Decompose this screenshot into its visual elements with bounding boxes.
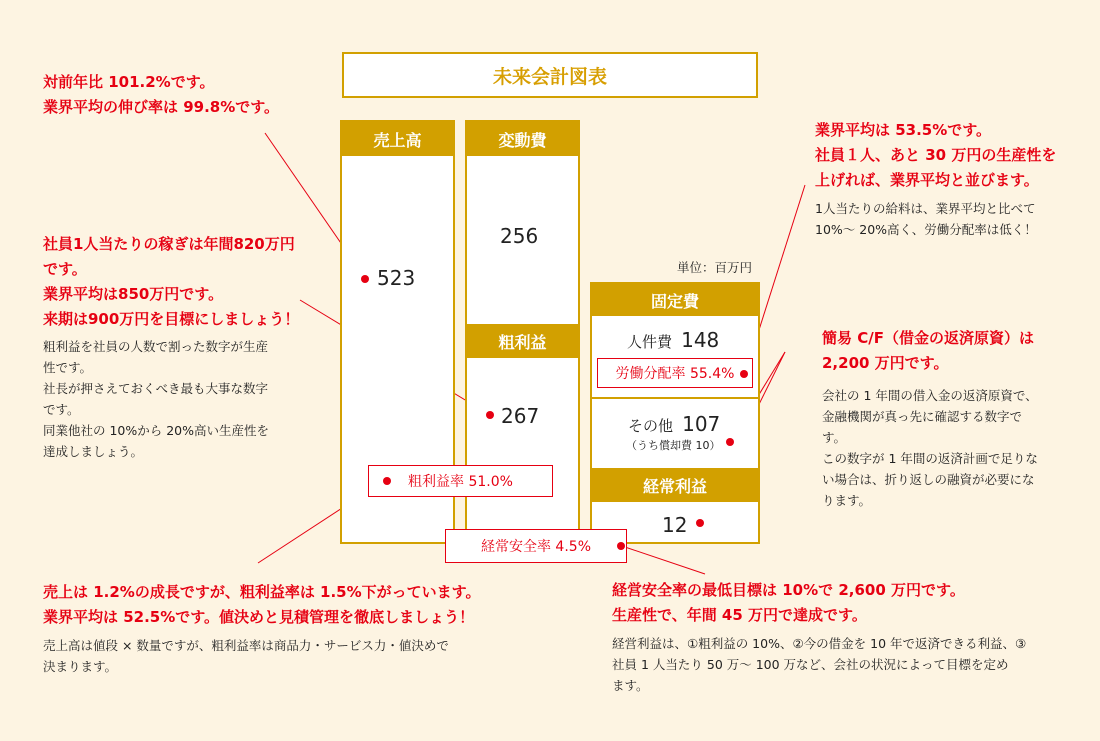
labor-share-tag: 労働分配率 55.4% (597, 358, 753, 388)
sales-dot (361, 275, 369, 283)
gross-header: 粗利益 (467, 324, 578, 358)
note-sales-growth (43, 70, 279, 120)
note1-line1: 対前年比 101.2%です。 (43, 73, 215, 91)
labor-share-dot (740, 370, 748, 378)
sales-header: 売上高 (342, 122, 453, 156)
note6-body1: 経営利益は、①粗利益の 10%、②今の借金を 10 年で返済できる利益、③ (612, 636, 1027, 651)
gross-margin-tag: 粗利益率 51.0% (368, 465, 553, 497)
note4-body4: この数字が 1 年間の返済計画で足りな (822, 451, 1038, 466)
note2-body3: 社長が押さえておくべき最も大事な数字 (43, 381, 269, 396)
note4-body1: 会社の 1 年間の借入金の返済原資で、 (822, 388, 1038, 403)
note3-body1: 1人当たりの給料は、業界平均と比べて (815, 201, 1036, 216)
note6-body2: 社員 1 人当たり 50 万〜 100 万など、会社の状況によって目標を定め (612, 657, 1009, 672)
labor-label: 人件費 (627, 333, 673, 351)
note2-body1: 粗利益を社員の人数で割った数字が生産 (43, 339, 269, 354)
variable-header: 変動費 (467, 122, 578, 156)
labor-value: 148 (681, 328, 720, 352)
note5-line2: 業界平均は 52.5%です。値決めと見積管理を徹底しましょう！ (43, 608, 475, 626)
note-gross-margin (43, 580, 480, 677)
note5-line1: 売上は 1.2%の成長ですが、粗利益率は 1.5%下がっています。 (43, 583, 481, 601)
note-productivity (43, 232, 299, 462)
ordinary-header: 経常利益 (592, 468, 758, 502)
note2-line1: 社員1人当たりの稼ぎは年間820万円 (43, 235, 295, 253)
safety-dot (617, 542, 625, 550)
note4-line2: 2,200 万円です。 (822, 354, 949, 372)
note4-line1: 簡易 C/F（借金の返済原資）は (822, 329, 1034, 347)
labor-cost (627, 328, 719, 352)
ordinary-value: 12 (662, 513, 688, 537)
other-dot (726, 438, 734, 446)
note3-line2: 社員１人、あと 30 万円の生産性を (815, 146, 1057, 164)
note4-body5: い場合は、折り返しの融資が必要にな (822, 472, 1035, 487)
note5-body2: 決まります。 (43, 659, 118, 674)
depreciation-note: （うち償却費 10） (626, 439, 721, 452)
note2-line3: 業界平均は850万円です。 (43, 285, 224, 303)
sales-value: 523 (377, 266, 416, 290)
note3-line1: 業界平均は 53.5%です。 (815, 121, 992, 139)
gross-value: 267 (501, 404, 540, 428)
note6-body3: ます。 (612, 678, 649, 693)
unit-label: 単位：百万円 (677, 260, 753, 275)
note6-line1: 経営安全率の最低目標は 10%で 2,600 万円です。 (612, 581, 965, 599)
note3-line3: 上げれば、業界平均と並びます。 (815, 171, 1039, 189)
note2-body2: 性です。 (43, 360, 93, 375)
other-value: 107 (682, 412, 721, 436)
note-cashflow (822, 326, 1038, 511)
note4-body6: ります。 (822, 493, 872, 508)
note-safety (612, 578, 1026, 696)
gross-dot (486, 411, 494, 419)
note4-body3: す。 (822, 430, 847, 445)
fixed-divider (592, 397, 758, 399)
note3-body2: 10%〜 20%高く、労働分配率は低く！ (815, 222, 1037, 237)
note2-line4: 来期は900万円を目標にしましょう！ (43, 310, 300, 328)
safety-rate-tag: 経常安全率 4.5% (445, 529, 627, 563)
note4-body2: 金融機関が真っ先に確認する数字で (822, 409, 1023, 424)
note2-body5: 同業他社の 10%から 20%高い生産性を (43, 423, 270, 438)
note1-line2: 業界平均の伸び率は 99.8%です。 (43, 98, 280, 116)
fixed-header: 固定費 (592, 284, 758, 316)
note-labor-share (815, 118, 1056, 240)
gross-margin-dot (383, 477, 391, 485)
ordinary-dot (696, 519, 704, 527)
note2-line2: です。 (43, 260, 87, 278)
note2-body6: 達成しましょう。 (43, 444, 144, 459)
other-label: その他 (628, 417, 674, 435)
other-cost (628, 412, 720, 436)
note6-line2: 生産性で、年間 45 万円で達成です。 (612, 606, 867, 624)
note2-body4: です。 (43, 402, 80, 417)
variable-value: 256 (500, 224, 539, 248)
note5-body1: 売上高は値段 × 数量ですが、粗利益率は商品力・サービス力・値決めで (43, 638, 449, 653)
diagram-title: 未来会計図表 (342, 52, 758, 98)
